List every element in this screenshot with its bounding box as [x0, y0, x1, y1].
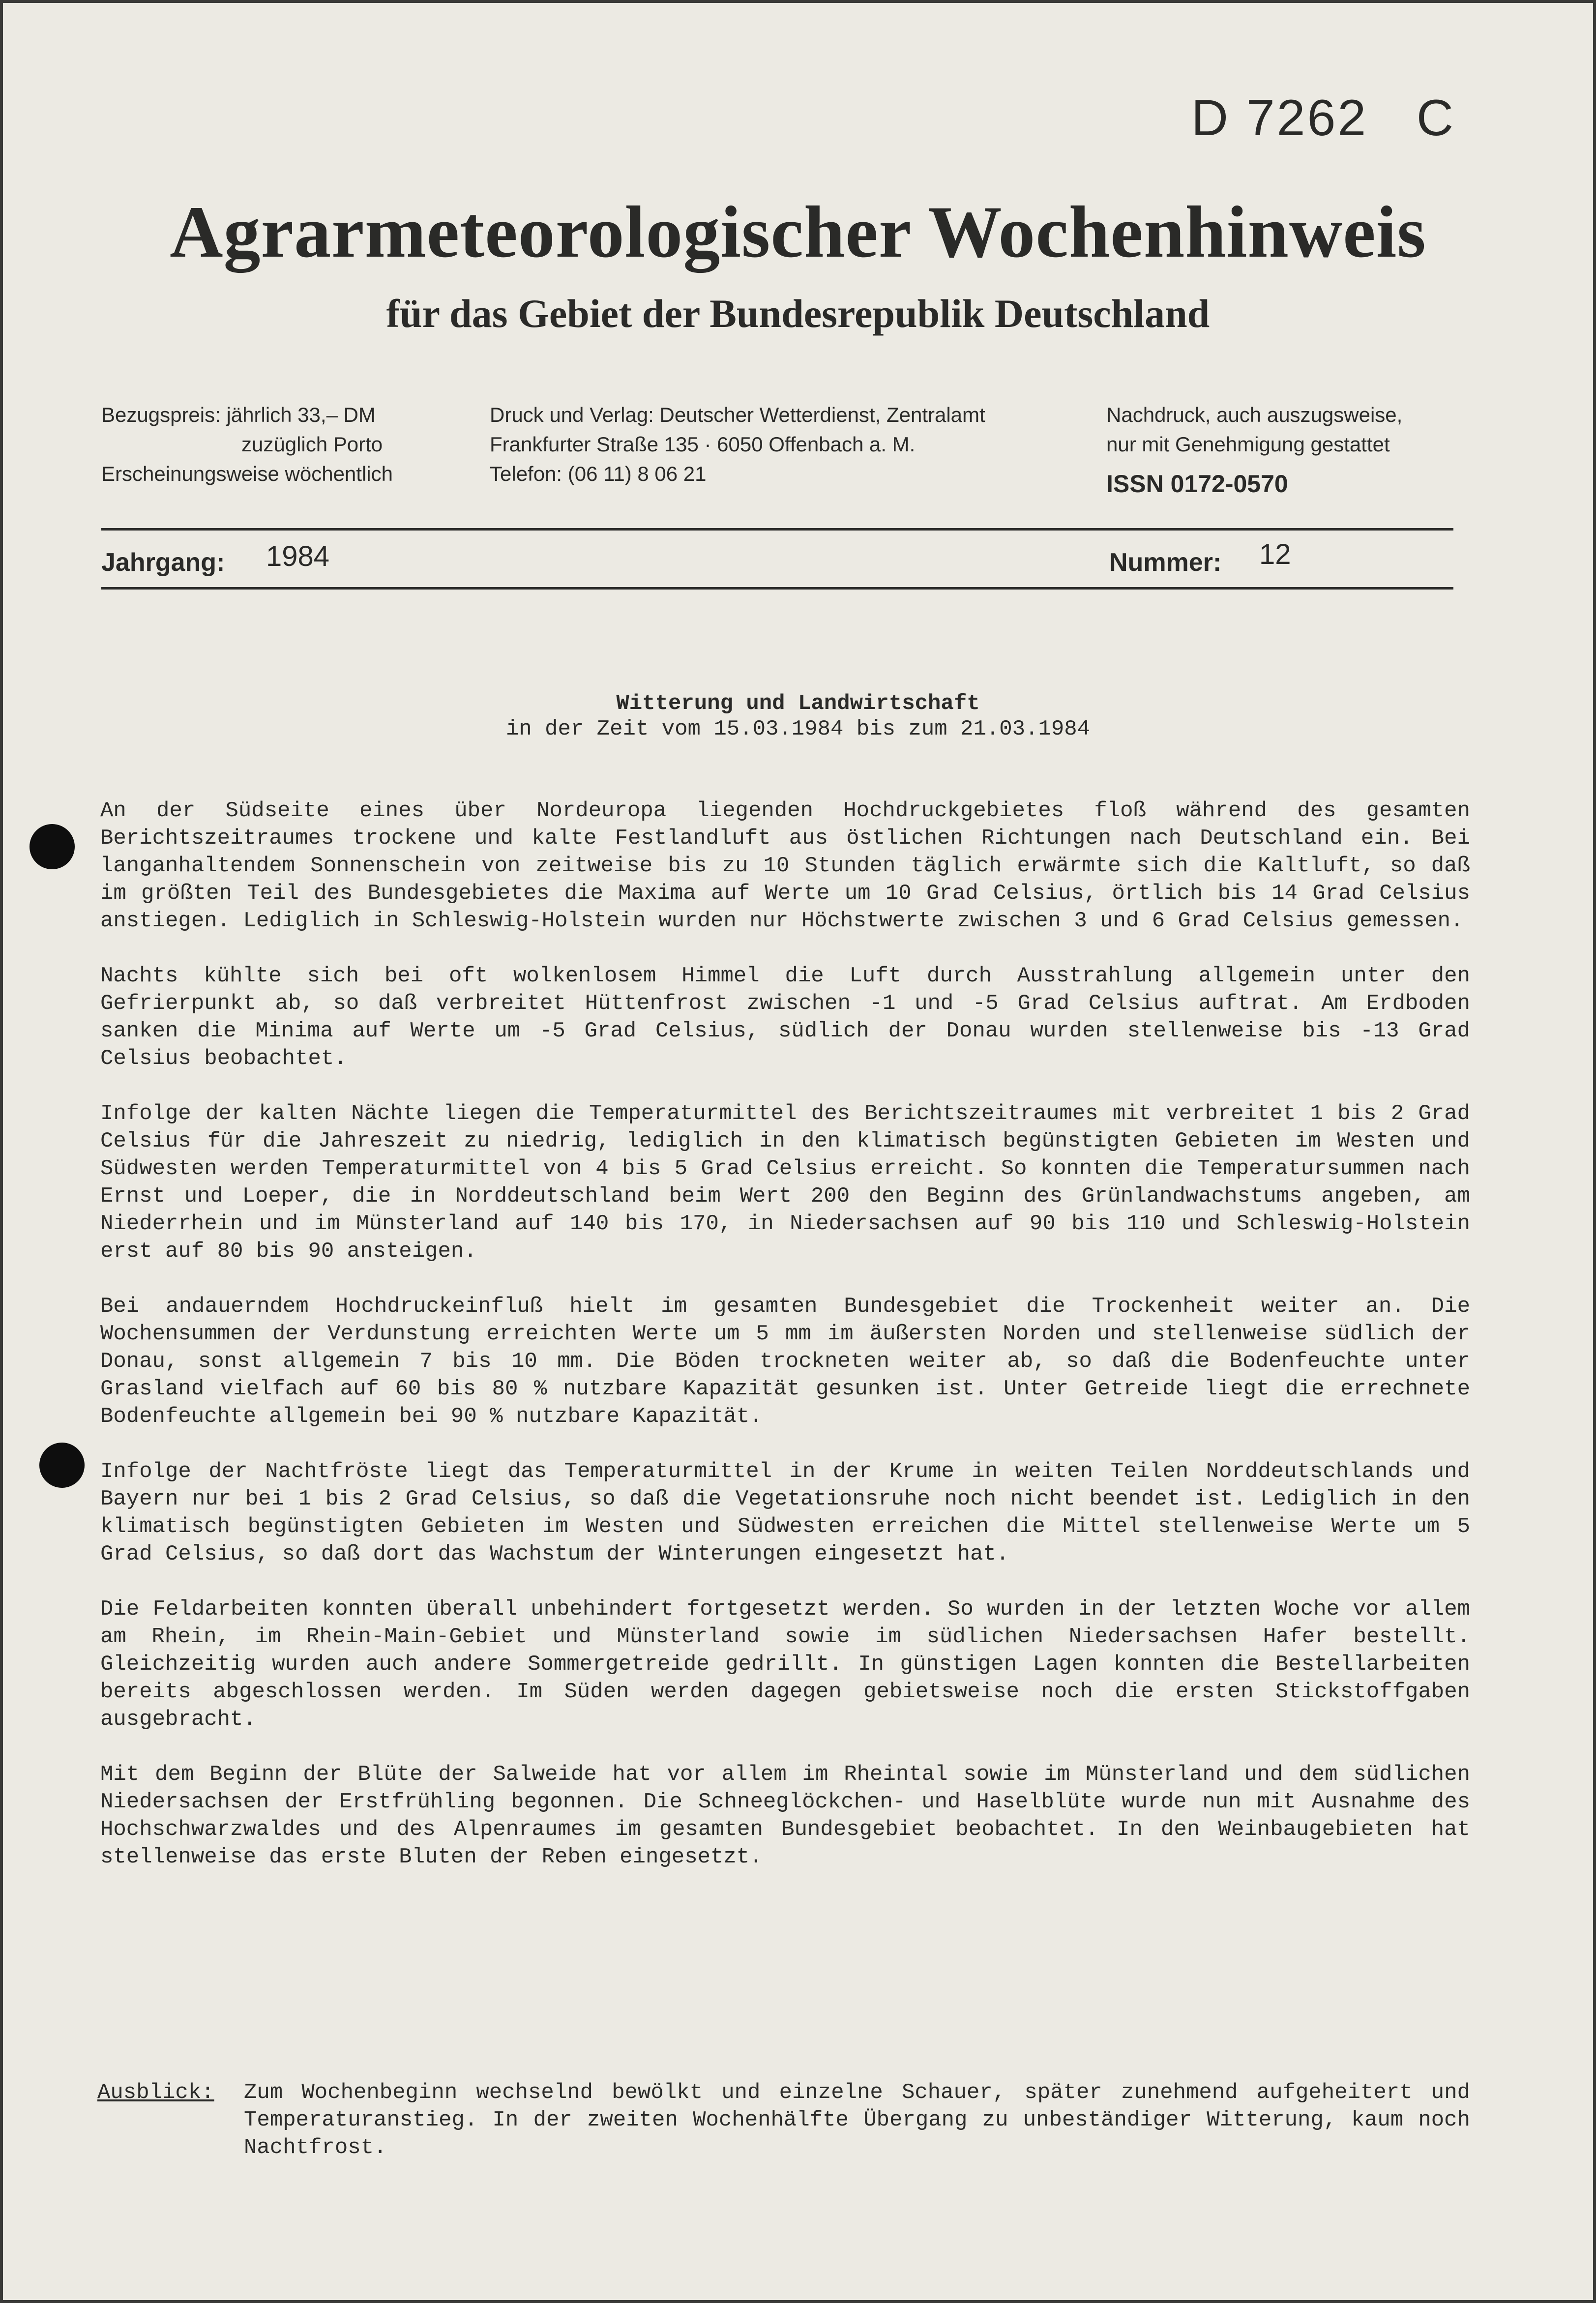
divider-bottom: [101, 587, 1453, 590]
publisher-phone: Telefon: (06 11) 8 06 21: [490, 462, 707, 485]
document-page: [3, 3, 1593, 2300]
punch-hole-lower: [39, 1443, 85, 1488]
year-label: Jahrgang:: [101, 548, 225, 577]
report-period: in der Zeit vom 15.03.1984 bis zum 21.03.1984: [505, 717, 1091, 741]
issue-number-value: 12: [1259, 538, 1291, 570]
punch-hole-upper: [30, 824, 75, 869]
publisher-street: Frankfurter Straße 135 · 6050 Offenbach a. M.: [490, 433, 916, 456]
outlook-text: Zum Wochenbeginn wechselnd bewölkt und einzelne Schauer, später zunehmend aufgeheitert und Temperaturanstieg. In der zweiten Wochenhälfte Übergang zu unbeständiger Witterung, kaum noch Nachtfrost.: [244, 2080, 1470, 2160]
report-body: [100, 797, 1470, 1898]
issn-number: ISSN 0172-0570: [1106, 470, 1288, 498]
paragraph-temperature-means: Infolge der kalten Nächte liegen die Temperaturmittel des Berichtszeitraumes mit verbreitet 1 bis 2 Grad Celsius für die Jahreszeit zu niedrig, lediglich in den klimatisch begünstigten Gebieten im Westen und Südwesten werden Temperaturmittel von 4 bis 5 Grad Celsius erreicht. So konnten die Temperatursummen nach Ernst und Loeper, die in Norddeutschland beim Wert 200 den Beginn des Grünlandwachstums angeben, am Niederrhein und im Münsterland auf 140 bis 170, in Niedersachsen auf 90 bis 110 und Schleswig-Holstein erst auf 80 bis 90 ansteigen.: [100, 1101, 1470, 1264]
outlook-section: [97, 2079, 1470, 2161]
publication-subtitle: für das Gebiet der Bundesrepublik Deutschland: [386, 291, 1210, 336]
subscription-info: [101, 400, 393, 489]
document-code: D 7262 C: [1191, 89, 1455, 147]
reprint-notice: [1106, 400, 1402, 499]
paragraph-drought: Bei andauerndem Hochdruckeinfluß hielt im gesamten Bundesgebiet die Trockenheit weiter an. Die Wochensummen der Verdunstung erreichten Werte um 5 mm im äußersten Norden und stellenweise südlich der Donau, sonst allgemein 7 bis 10 mm. Die Böden trockneten weiter ab, so daß die Bodenfeuchte unter Grasland vielfach auf 60 bis 80 % nutzbare Kapazität gesunken ist. Unter Getreide liegt die errechnete Bodenfeuchte allgemein bei 90 % nutzbare Kapazität.: [100, 1294, 1470, 1429]
paragraph-weather-situation: An der Südseite eines über Nordeuropa liegenden Hochdruckgebietes floß während des gesamten Berichtszeitraumes trockene und kalte Festlandluft aus östlichen Richtungen nach Deutschland ein. Bei langanhaltendem Sonnenschein von zeitweise bis zu 10 Stunden täglich erwärmte sich die Kaltluft, so daß im größten Teil des Bundesgebietes die Maxima auf Werte um 10 Grad Celsius, örtlich bis 14 Grad Celsius anstiegen. Lediglich in Schleswig-Holstein wurden nur Höchstwerte zwischen 3 und 6 Grad Celsius gemessen.: [100, 798, 1470, 933]
report-heading: Witterung und Landwirtschaft: [616, 691, 980, 716]
reprint-line-2: nur mit Genehmigung gestattet: [1106, 433, 1390, 456]
publication-title: Agrarmeteorologischer Wochenhinweis: [170, 191, 1426, 273]
issue-number-label: Nummer:: [1109, 548, 1222, 577]
year-value: 1984: [266, 540, 330, 572]
publication-frequency: Erscheinungsweise wöchentlich: [101, 462, 393, 485]
paragraph-field-work: Die Feldarbeiten konnten überall unbehindert fortgesetzt werden. So wurden in der letzten Woche vor allem am Rhein, im Rhein-Main-Gebiet und Münsterland sowie im südlichen Niedersachsen Hafer bestellt. Gleichzeitig wurden auch andere Sommergetreide gedrillt. In günstigen Lagen konnten die Bestellarbeiten bereits abgeschlossen werden. Im Süden werden dagegen gebietsweise noch die ersten Stickstoffgaben ausgebracht.: [100, 1597, 1470, 1732]
publisher-address: [490, 400, 985, 489]
publisher-name: Druck und Verlag: Deutscher Wetterdienst, Zentralamt: [490, 403, 985, 426]
outlook-label: Ausblick:: [97, 2080, 214, 2105]
reprint-line-1: Nachdruck, auch auszugsweise,: [1106, 403, 1403, 426]
paragraph-night-frost: Nachts kühlte sich bei oft wolkenlosem Himmel die Luft durch Ausstrahlung allgemein unter den Gefrierpunkt ab, so daß verbreitet Hüttenfrost zwischen -1 und -5 Grad Celsius auftrat. Am Erdboden sanken die Minima auf Werte um -5 Grad Celsius, südlich der Donau wurden stellenweise bis -13 Grad Celsius beobachtet.: [100, 964, 1470, 1071]
divider-top: [101, 528, 1453, 531]
postage-note: zuzüglich Porto: [241, 433, 383, 456]
paragraph-phenology: Mit dem Beginn der Blüte der Salweide hat vor allem im Rheintal sowie im Münsterland und dem südlichen Niedersachsen der Erstfrühling begonnen. Die Schneeglöckchen- und Haselblüte wurde nun mit Ausnahme des Hochschwarzwaldes und des Alpenraumes im gesamten Bundesgebiet beobachtet. In den Weinbaugebieten hat stellenweise das erste Bluten der Reben eingesetzt.: [100, 1762, 1470, 1869]
subscription-price: Bezugspreis: jährlich 33,– DM: [101, 403, 376, 426]
paragraph-soil-temperature: Infolge der Nachtfröste liegt das Temperaturmittel in der Krume in weiten Teilen Norddeutschlands und Bayern nur bei 1 bis 2 Grad Celsius, so daß die Vegetationsruhe noch nicht beendet ist. Lediglich in den klimatisch begünstigten Gebieten im Westen und Südwesten erreichen die Mittel stellenweise Werte um 5 Grad Celsius, so daß dort das Wachstum der Winterungen eingesetzt hat.: [100, 1459, 1470, 1566]
